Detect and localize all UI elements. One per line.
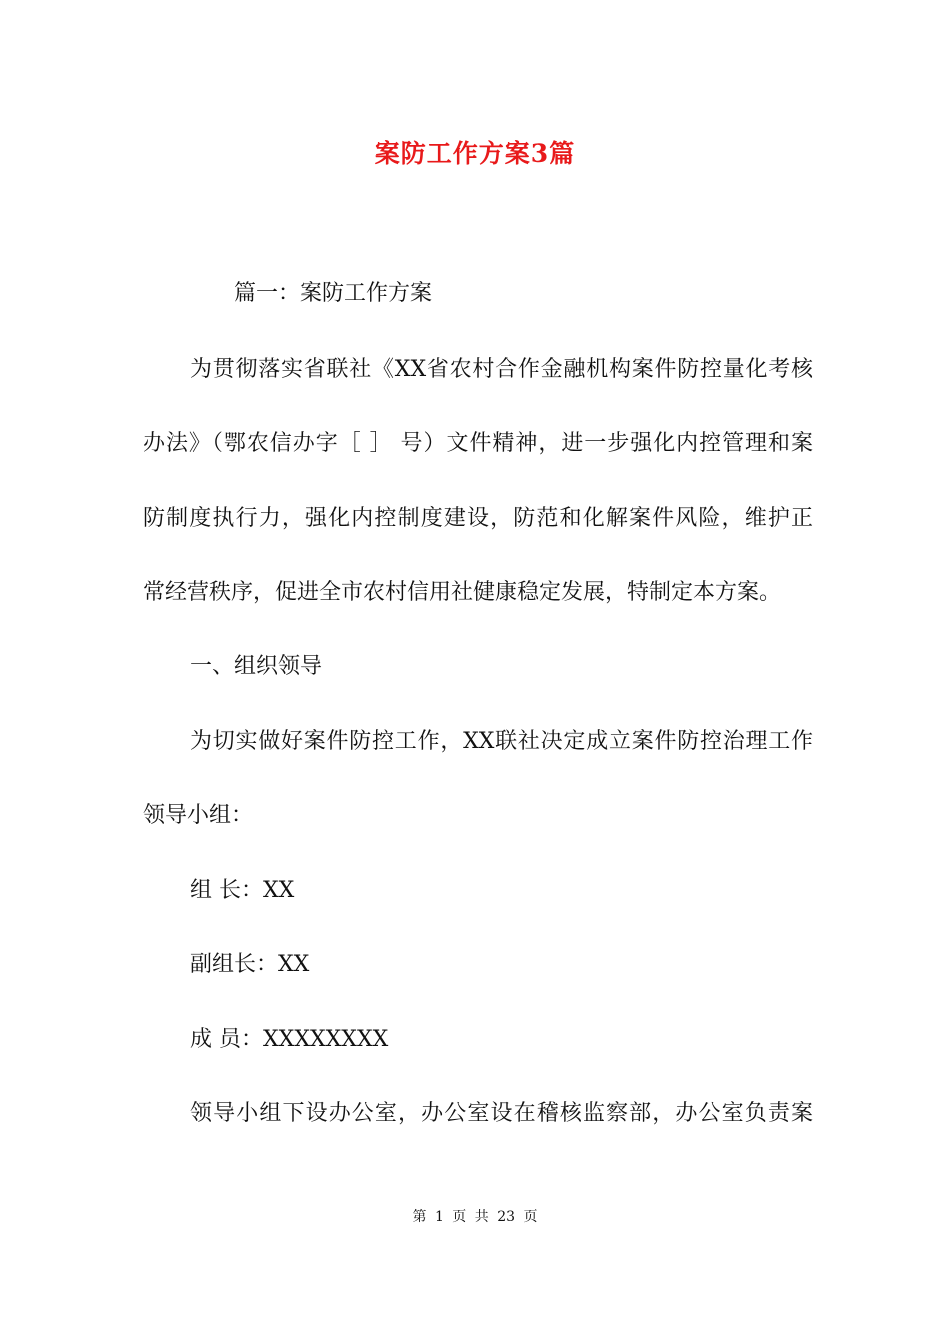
member-line: 副组长：XX xyxy=(190,952,310,977)
subheading: 一、组织领导 xyxy=(190,654,323,679)
member-line: 成 员：XXXXXXXX xyxy=(190,1027,389,1052)
paragraph-line: 领导小组下设办公室，办公室设在稽核监察部，办公室负责案 xyxy=(190,1101,813,1126)
section-heading: 篇一：案防工作方案 xyxy=(234,281,433,306)
page-number: 第 1 页 共 23 页 xyxy=(412,1209,538,1225)
paragraph-line: 防制度执行力，强化内控制度建设，防范和化解案件风险，维护正 xyxy=(143,506,813,531)
paragraph-line: 常经营秩序，促进全市农村信用社健康稳定发展，特制定本方案。 xyxy=(143,580,782,605)
paragraph-line: 为贯彻落实省联社《XX省农村合作金融机构案件防控量化考核 xyxy=(190,357,813,382)
paragraph-line: 领导小组： xyxy=(143,803,254,828)
paragraph-line: 为切实做好案件防控工作，XX联社决定成立案件防控治理工作 xyxy=(190,729,813,754)
member-line: 组 长：XX xyxy=(190,878,295,903)
document-title: 案防工作方案3篇 xyxy=(374,139,576,168)
paragraph-line: 办法》（鄂农信办字［ ］ 号）文件精神，进一步强化内控管理和案 xyxy=(143,431,813,456)
